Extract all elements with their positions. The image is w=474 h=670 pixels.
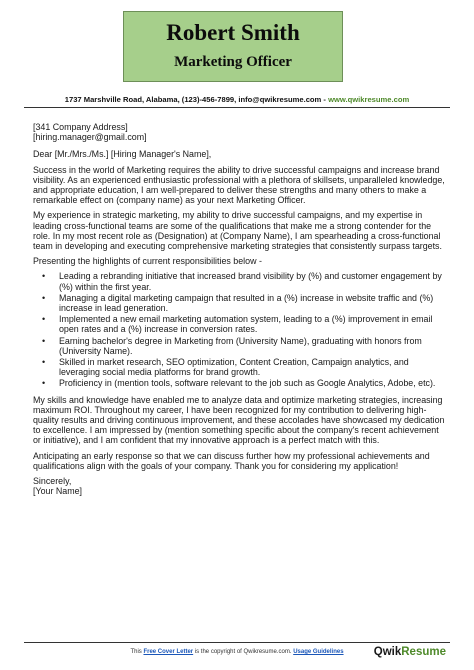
recipient-block [33,122,445,142]
bullet-icon: • [42,271,46,282]
list-item-text: Leading a rebranding initiative that increased brand visibility by (%) and customer engagement by (%) within the first year. [59,271,442,292]
recipient-email: [hiring.manager@gmail.com] [33,132,147,143]
paragraph-4: Anticipating an early response so that we can discuss further how my professional achievements and qualifications align with the goals of your company. Thank you for considering my application! [33,450,430,471]
responsibilities-list [33,271,445,388]
logo-part-2: Resume [401,646,446,658]
list-item [33,378,445,388]
bullet-icon: • [42,378,46,389]
paragraph-1: Success in the world of Marketing requires the ability to drive successful campaigns and increase brand visibility. As an experienced enthusiastic professional with a plethora of skillsets, unparalleled knowledge, and appropriate education, I am well-prepared to deliver these strengths and many others to make a remarkable effect on (company name) as your next Marketing Officer. [33,164,445,206]
free-cover-letter-link[interactable]: Free Cover Letter [143,649,194,655]
footer-text-middle: is the copyright of Qwikresume.com. [193,649,294,655]
footer-divider [24,642,450,643]
contact-details: 1737 Marshville Road, Alabama, (123)-456-7899, info@qwikresume.com - [64,95,329,104]
salutation: Dear [Mr./Mrs./Ms.] [Hiring Manager's Name], [33,149,212,160]
list-item-text: Skilled in market research, SEO optimization, Content Creation, Campaign analytics, and leveraging social media platforms for brand growth. [59,357,409,378]
recipient-address: [341 Company Address] [33,122,128,132]
candidate-name: Robert Smith [166,20,300,45]
closing-block [33,476,445,496]
bullet-icon: • [42,335,46,346]
letter-body [33,122,445,497]
candidate-job-title: Marketing Officer [174,54,292,70]
usage-guidelines-link[interactable]: Usage Guidelines [293,649,344,655]
list-item [33,336,445,356]
list-item-text: Proficiency in (mention tools, software relevant to the job such as Google Analytics, Adobe, etc). [59,378,436,389]
list-intro: Presenting the highlights of current responsibilities below - [33,256,262,267]
paragraph-3: My skills and knowledge have enabled me to analyze data and optimize marketing strategies, increasing maximum ROI. Throughout my career, I have been recognized for my contribution to delivering high-quality results and driving continuous improvement, and these accolades have showcased my dedication to excellence. I am impressed by (mention something specific about the company's recent achievement or initiative), and I am confident that my innovative approach is a perfect match with this. [33,394,445,446]
list-item-text: Earning bachelor's degree in Marketing from (University Name), graduating with honors from (University Name). [59,335,422,356]
list-item [33,271,445,291]
list-item-text: Managing a digital marketing campaign that resulted in a (%) increase in website traffic and (%) increase in lead generation. [59,292,434,314]
contact-website[interactable]: www.qwikresume.com [328,95,410,104]
footer-text-prefix: This [130,649,144,655]
bullet-icon: • [42,357,46,368]
closing: Sincerely, [33,476,72,487]
list-item [33,357,445,377]
logo-part-1: Qwik [373,646,402,658]
qwikresume-logo [374,645,446,659]
bullet-icon: • [42,314,46,325]
list-item [33,293,445,313]
list-item-text: Implemented a new email marketing automation system, leading to a (%) improvement in email open rates and a (%) increase in conversion rates. [59,314,433,335]
signature: [Your Name] [33,486,83,497]
list-item [33,314,445,334]
bullet-icon: • [42,292,46,303]
header-divider [24,107,450,108]
contact-line [0,95,474,105]
header-banner [123,11,343,82]
paragraph-2: My experience in strategic marketing, my ability to drive successful campaigns, and my expertise in leading cross-functional teams are some of the qualifications that make me a strong contender for the role. In my most recent role as (Designation) at (Company Name), I am spearheading a cross-functional team in developing and executing comprehensive marketing strategies that consistently surpass targets. [33,210,442,252]
